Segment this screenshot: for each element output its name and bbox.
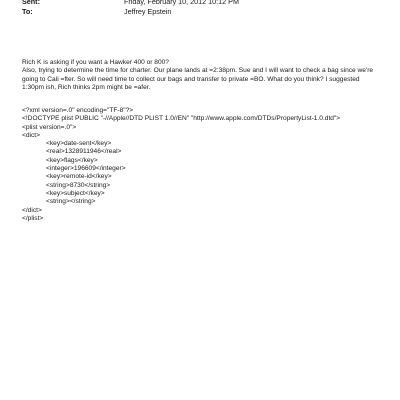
plist-key-subject: <key>subject</key> xyxy=(46,189,105,197)
plist-key-remote-id: <key>remote-id</key> xyxy=(46,173,112,181)
to-label: To: xyxy=(22,7,33,16)
plist-key-date-sent: <key>date-sent</key> xyxy=(46,140,112,148)
plist-string-subject: <string></string> xyxy=(46,198,96,206)
plist-xml-declaration: <?xml version=.0" encoding="TF-8"?> xyxy=(22,107,134,114)
plist-real-date: <real>1328911946</real> xyxy=(46,148,122,156)
message-paragraph: Also, trying to determine the time for charter. Our plane lands at =2:38pm. Sue and I will want to check a bag since we're going to Cali =fter. So will need time to collect our bags and transfer to private =BO. What do you think? I suggested 1:30pm ish, Rich thinks 2pm might be =afer. xyxy=(22,67,374,92)
to-value: Jeffrey Epstein xyxy=(124,7,172,16)
plist-doctype: <!DOCTYPE plist PUBLIC "-//Apple//DTD PLIST 1.0//EN" "http://www.apple.com/DTDs/PropertyList-1.0.dtd"> xyxy=(22,115,341,123)
plist-block xyxy=(22,107,382,223)
plist-dict-close: </dict> xyxy=(22,206,42,214)
plist-open-tag: <plist version=.0"> xyxy=(22,123,77,131)
message-body xyxy=(22,59,382,93)
plist-close-tag: </plist> xyxy=(22,214,44,222)
plist-dict-open: <dict> xyxy=(22,131,40,139)
sent-value: Friday, February 10, 2012 10:12 PM xyxy=(124,0,239,6)
plist-string-remote-id: <string>8730</string> xyxy=(46,181,111,189)
plist-integer-flags: <integer>196609</integer> xyxy=(46,165,126,173)
sent-label: Sent: xyxy=(22,0,40,6)
header-to-row xyxy=(22,7,171,16)
plist-key-flags: <key>flags</key> xyxy=(46,156,98,164)
header-sent-row xyxy=(22,0,239,6)
message-line-1: Rich K is asking if you want a Hawker 400 or 800? xyxy=(22,59,169,66)
